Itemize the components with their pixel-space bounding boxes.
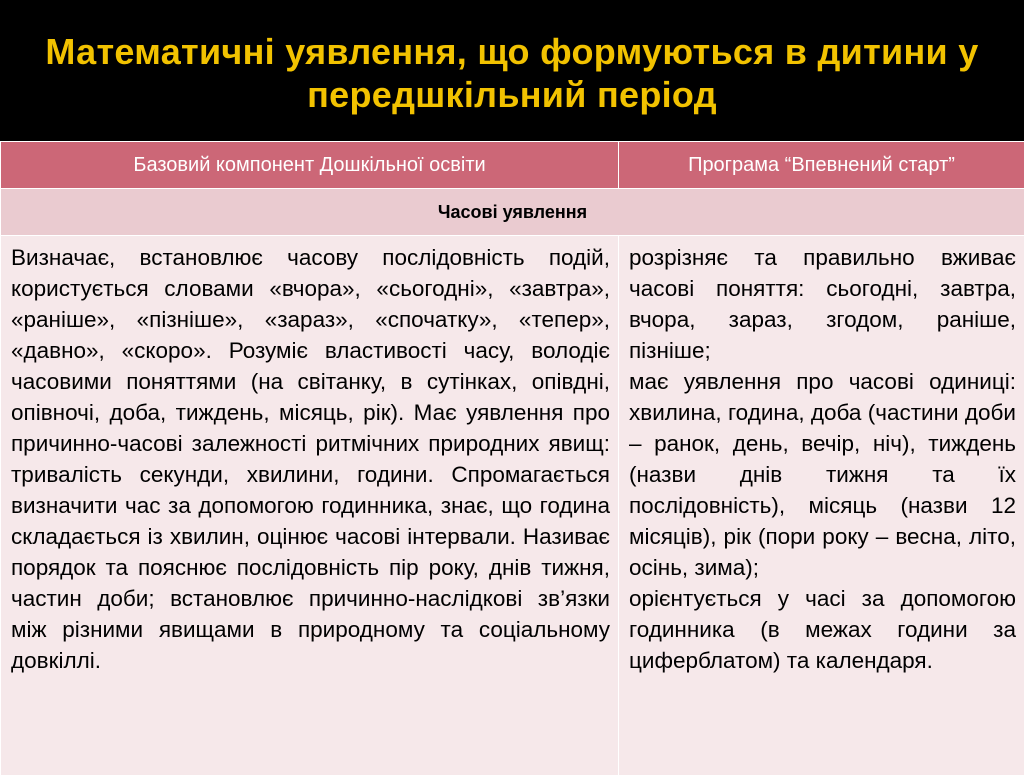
header-program: Програма “Впевнений старт” <box>619 142 1024 189</box>
slide-title: Математичні уявлення, що формуються в дитини у передшкільний період <box>0 0 1024 140</box>
section-row <box>1 189 1024 236</box>
right-content-cell <box>619 236 1024 776</box>
content-row <box>1 236 1024 776</box>
left-content-text: Визначає, встановлює часову послідовність подій, користується словами «вчора», «сьогодні», «завтра», «раніше», «пізніше», «зараз», «спочатку», «тепер», «давно», «скоро». Розуміє властивості часу, володіє часовими поняттями (на світанку, в сутінках, опівдні, опівночі, доба, тиждень, місяць, рік). Має уявлення про причинно-часові залежності ритмічних природних явищ: тривалість секунди, хвилини, години. Спромагається визначити час за допомогою годинника, знає, що година складається із хвилин, оцінює часові інтервали. Називає порядок та пояснює послідовність пір року, днів тижня, частин доби; встановлює причинно-наслідкові зв’язки між різними явищами в природному та соціальному довкіллі. <box>11 242 610 676</box>
header-basic-component: Базовий компонент Дошкільної освіти <box>1 142 619 189</box>
comparison-table <box>0 141 1024 776</box>
left-content-cell <box>1 236 619 776</box>
section-title: Часові уявлення <box>1 189 1024 236</box>
right-item-1: розрізняє та правильно вживає часові поняття: сьогодні, завтра, вчора, зараз, згодом, раніше, пізніше; <box>629 242 1016 366</box>
table-header-row <box>1 142 1024 189</box>
right-item-3: орієнтується у часі за допомогою годинника (в межах години за циферблатом) та календаря. <box>629 583 1016 676</box>
right-item-2: має уявлення про часові одиниці: хвилина, година, доба (частини доби – ранок, день, вечір, ніч), тиждень (назви днів тижня та їх послідовність), місяць (назви 12 місяців), рік (пори року – весна, літо, осінь, зима); <box>629 366 1016 583</box>
